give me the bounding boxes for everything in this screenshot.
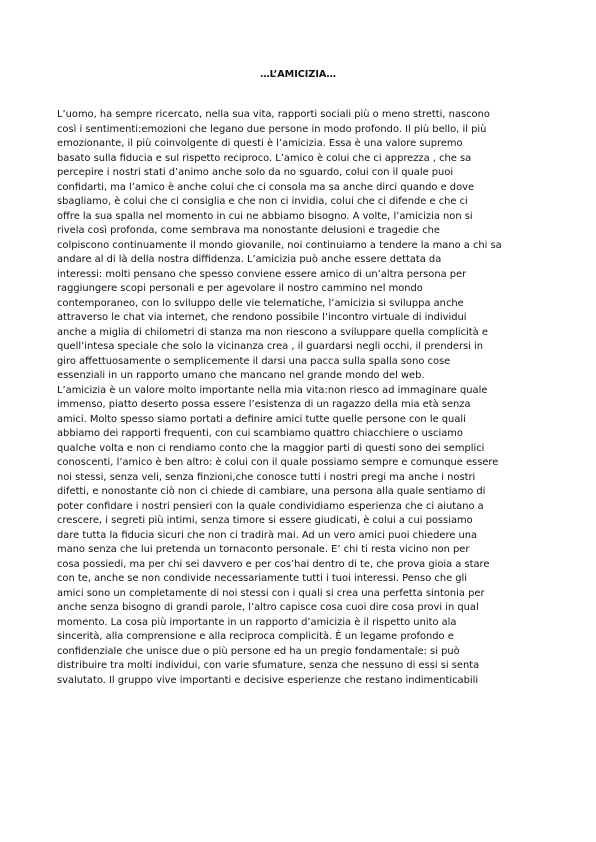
body-line: sincerità, alla comprensione e alla reciproca complicità. È un legame profondo e	[57, 631, 454, 642]
body-line: andare al di là della nostra diffidenza. L’amicizia può anche essere dettata da	[57, 254, 442, 265]
body-line: giro affettuosamente o semplicemente il darsi una pacca sulla spalla sono cose	[57, 355, 451, 367]
body-line: immenso, piatto deserto possa essere l’esistenza di un ragazzo della mia età senza	[57, 399, 471, 410]
body-line: poter confidare i nostri pensieri con la quale condividiamo esperienza che ci aiutano a	[57, 500, 484, 512]
body-line: raggiungere scopi personali e per agevolare il nostro cammino nel mondo	[57, 283, 423, 294]
body-line: L’uomo, ha sempre ricercato, nella sua vita, rapporti sociali più o meno stretti, nascono	[57, 109, 490, 120]
body-line: momento. La cosa più importante in un rapporto d’amicizia è il rispetto unito ala	[57, 616, 457, 628]
body-line: noi stessi, senza veli, senza finzioni,che conosce tutti i nostri pregi ma anche i nostri	[57, 471, 476, 483]
document-body	[57, 108, 541, 688]
body-line: confidarti, ma l’amico è anche colui che ci consola ma sa anche dirci quando e dove	[57, 181, 475, 193]
body-line: così i sentimenti:emozioni che legano due persone in modo profondo. Il più bello, il più	[57, 123, 487, 135]
body-line: essenziali in un rapporto umano che mancano nel grande mondo del web.	[57, 370, 425, 381]
body-line: basato sulla fiducia e sul rispetto reciproco. L’amico è colui che ci apprezza , che sa	[57, 152, 472, 164]
body-line: difetti, e nonostante ciò non ci chiede di cambiare, una persona alla quale sentiamo di	[57, 486, 486, 497]
body-line: emozionante, il più coinvolgente di questi è l’amicizia. Essa è una valore supremo	[57, 138, 463, 149]
body-line: conoscenti, l’amico è ben altro: è colui con il quale possiamo sempre e comunque essere	[57, 457, 499, 468]
body-line: L’amicizia è un valore molto importante nella mia vita:non riesco ad immaginare quale	[57, 384, 488, 396]
body-line: crescere, i segreti più intimi, senza timore si essere giudicati, è colui a cui possiamo	[57, 515, 473, 526]
body-line: percepire i nostri stati d’animo anche solo da no sguardo, colui con il quale puoi	[57, 167, 454, 178]
body-line: contemporaneo, con lo sviluppo delle vie telematiche, l’amicizia si sviluppa anche	[57, 297, 464, 309]
body-line: abbiamo dei rapporti frequenti, con cui scambiamo quattro chiacchiere o usciamo	[57, 428, 463, 439]
body-line: rivela così profonda, come sembrava ma nonostante delusioni e tragedie che	[57, 225, 441, 236]
body-line: svalutato. Il gruppo vive importanti e decisive esperienze che restano indimenticabili	[57, 674, 479, 686]
body-line: con te, anche se non condivide necessariamente tutti i tuoi interessi. Penso che gli	[57, 573, 468, 584]
body-line: interessi: molti pensano che spesso conviene essere amico di un’altra persona per	[57, 268, 467, 280]
body-line: attraverso le chat via internet, che rendono possibile l’incontro virtuale di individui	[57, 312, 467, 323]
body-line: qualche volta e non ci rendiamo conto che la maggior parti di questi sono dei semplici	[57, 442, 485, 454]
document-title: …L’AMICIZIA…	[260, 69, 336, 80]
body-line: amici sono un completamente di noi stessi con i quali si crea una perfetta sintonia per	[57, 587, 485, 599]
body-line: dare tutta la fiducia sicuri che non ci tradirà mai. Ad un vero amici puoi chiedere una	[57, 529, 478, 541]
body-line: mano senza che lui pretenda un tornaconto personale. E’ chi ti resta vicino non per	[57, 544, 470, 555]
body-line: anche a miglia di chilometri di stanza ma non riescono a sviluppare quella complicità e	[57, 326, 488, 338]
body-line: colpiscono continuamente il mondo giovanile, noi continuiamo a tendere la mano a chi sa	[57, 239, 502, 251]
body-line: offre la sua spalla nel momento in cui ne abbiamo bisogno. A volte, l’amicizia non si	[57, 210, 473, 222]
body-line: amici. Molto spesso siamo portati a definire amici tutte quelle persone con le quali	[57, 413, 466, 425]
body-line: sbagliamo, è colui che ci consiglia e che non ci invidia, colui che ci difende e che ci	[57, 196, 468, 207]
body-line: quell’intesa speciale che solo la vicinanza crea , il guardarsi negli occhi, il prendersi in	[57, 341, 484, 352]
body-line: distribuire tra molti individui, con varie sfumature, senza che nessuno di essi si senta	[57, 660, 480, 671]
body-line: cosa possiedi, ma per chi sei davvero e per cos’hai dentro di te, che prova gioia a stare	[57, 558, 490, 570]
body-line: anche senza bisogno di grandi parole, l’altro capisce cosa cuoi dire cosa provi in qual	[57, 602, 479, 613]
body-line: confidenziale che unisce due o più persone ed ha un pregio fondamentale: si può	[57, 645, 460, 657]
